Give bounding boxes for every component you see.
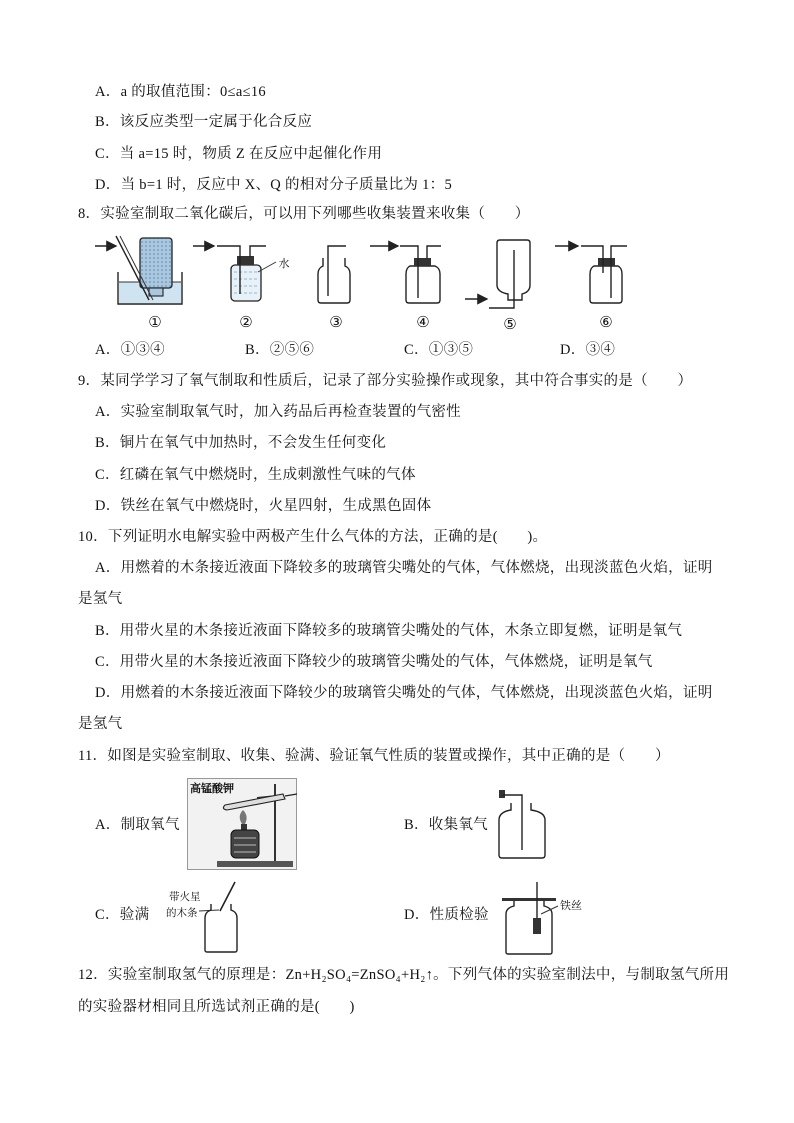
q10-option-a-line1: A．用燃着的木条接近液面下降较多的玻璃管尖嘴处的气体，气体燃烧，出现淡蓝色火焰，证明 (95, 560, 713, 576)
gas-bottle (406, 266, 440, 303)
q11-figure-d-property-test (500, 880, 585, 956)
q9-option-d: D．铁丝在氧气中燃烧时，火星四射，生成黑色固体 (95, 498, 432, 514)
long-tube (611, 246, 627, 298)
q7-option-b: B．该反应类型一定属于化合反应 (95, 114, 313, 130)
q8-option-a: A．①③④ (95, 342, 165, 358)
q11-option-a: A．制取氧气 (95, 817, 180, 833)
q8-option-d: D．③④ (560, 342, 616, 358)
q7-option-c: C．当 a=15 时，物质 Z 在反应中起催化作用 (95, 146, 383, 162)
gas-bottle (231, 265, 261, 301)
q10-option-b: B．用带火星的木条接近液面下降较多的玻璃管尖嘴处的气体，木条立即复燃，证明是氧气 (95, 623, 683, 639)
figure-label-5: ⑤ (503, 315, 517, 333)
delivery-tube (328, 246, 346, 296)
delivery-tube (503, 795, 522, 850)
inverted-gas-bottle (140, 238, 172, 288)
q10-option-d-line2: 是氢气 (78, 716, 123, 732)
q9-option-c: C．红磷在氧气中燃烧时，生成刺激性气味的气体 (95, 467, 416, 483)
figure-label-3: ③ (329, 313, 343, 331)
q8-option-b: B．②⑤⑥ (245, 342, 315, 358)
q11-figure-b-collecting-bottle (495, 790, 550, 860)
gas-bottle (506, 901, 552, 954)
rubber-stopper (598, 258, 615, 266)
q11-option-d: D．性质检验 (404, 907, 489, 923)
q8-stem: 8．实验室制取二氧化碳后，可以用下列哪些收集装置来收集（ ） (78, 206, 530, 222)
glowing-splint (220, 882, 235, 911)
apparatus-1 (95, 236, 182, 331)
q9-option-b: B．铜片在氧气中加热时，不会发生任何变化 (95, 435, 387, 451)
tube-cap (499, 790, 505, 798)
q9-stem: 9．某同学学习了氧气制取和性质后，记录了部分实验操作或现象，其中符合事实的是（ ） (78, 373, 693, 389)
q12-line1: 12．实验室制取氢气的原理是：Zn+H₂SO₄=ZnSO₄+H₂↑。下列气体的实验室制法中，与制取氢气所用 (78, 967, 730, 983)
alcohol-lamp (231, 830, 259, 858)
apparatus-5 (465, 240, 530, 333)
glass-plate (502, 898, 556, 901)
apparatus-2 (193, 246, 290, 331)
apparatus-4 (370, 246, 441, 331)
q11-stem: 11．如图是实验室制取、收集、验满、验证氧气性质的装置或操作，其中正确的是（ ） (78, 748, 670, 764)
gas-bottle (318, 258, 350, 303)
short-tube (427, 246, 441, 258)
q11-option-b: B．收集氧气 (404, 817, 488, 833)
q11-figure-a-heating-apparatus (187, 778, 297, 870)
q9-option-a: A．实验室制取氧气时，加入药品后再检查装置的气密性 (95, 404, 461, 420)
glowing-splint-label-line1: 带火星 (169, 891, 201, 903)
q7-option-a: A．a 的取值范围：0≤a≤16 (95, 84, 266, 100)
figure-label-1: ① (148, 313, 162, 331)
figure-label-2: ② (239, 313, 253, 331)
apparatus-3 (318, 246, 350, 331)
water-label: 水 (278, 257, 290, 270)
short-tube (250, 246, 266, 257)
long-tube (400, 246, 418, 298)
q11-figure-c-test-full (163, 880, 243, 955)
iron-stand-base (217, 861, 293, 867)
rubber-stopper (414, 258, 431, 266)
gas-bottle (590, 266, 622, 303)
q7-option-d: D．当 b=1 时，反应中 X、Q 的相对分子质量比为 1：5 (95, 177, 453, 193)
iron-wire-label: 铁丝 (560, 899, 582, 912)
potassium-permanganate-label: 高锰酸钾 (190, 782, 234, 795)
q10-option-c: C．用带火星的木条接近液面下降较少的玻璃管尖嘴处的气体，气体燃烧，证明是氧气 (95, 654, 653, 670)
apparatus-6 (555, 246, 627, 331)
figure-label-4: ④ (416, 313, 430, 331)
gas-bottle (205, 904, 237, 952)
q10-stem: 10．下列证明水电解实验中两极产生什么气体的方法，正确的是( )。 (78, 529, 548, 545)
glowing-splint-label-line2: 的木条 (166, 907, 198, 919)
figure-label-6: ⑥ (599, 313, 613, 331)
q11-option-c: C．验满 (95, 907, 150, 923)
q10-option-d-line1: D．用燃着的木条接近液面下降较少的玻璃管尖嘴处的气体，气体燃烧，出现淡蓝色火焰，证明 (95, 685, 713, 701)
q10-option-a-line2: 是氢气 (78, 591, 123, 607)
q12-line2: 的实验器材相同且所选试剂正确的是( ) (78, 999, 355, 1015)
q8-collection-apparatus-figure (0, 232, 640, 332)
iron-wire-coil (533, 918, 541, 934)
q8-option-c: C．①③⑤ (404, 342, 474, 358)
